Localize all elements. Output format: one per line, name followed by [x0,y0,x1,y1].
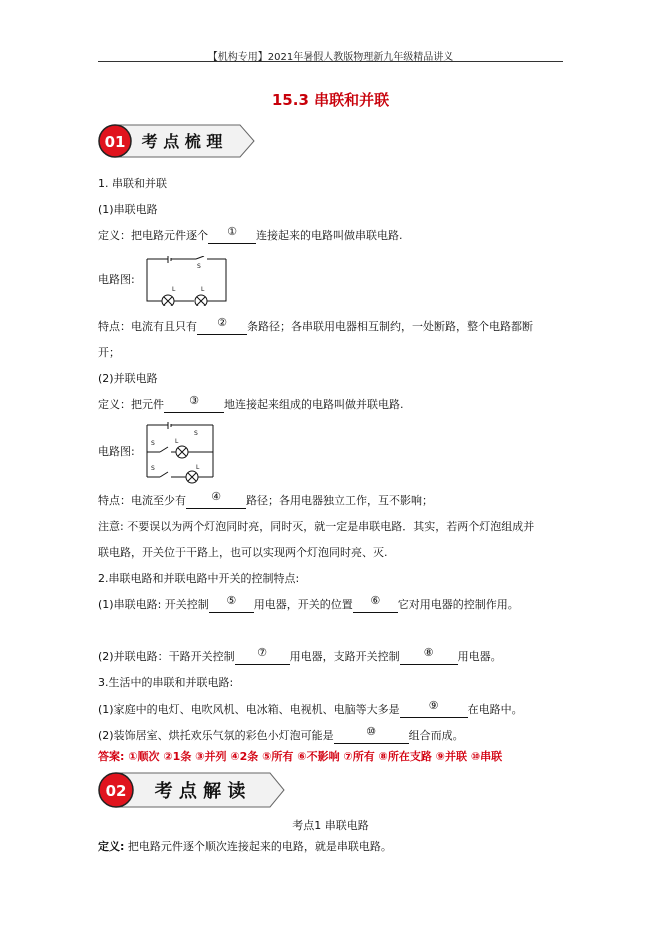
series-circuit-diagram [146,256,228,306]
blank-6: ⑥ [353,598,398,613]
definition-label: 定义: [98,840,125,853]
blank-2: ② [197,320,247,335]
text-segment: (2)装饰居室、烘托欢乐气氛的彩色小灯泡可能是 [98,729,334,742]
switch-label: S [151,465,155,472]
lamp-label: L [172,286,176,293]
text-segment: 路径；各用电器独立工作，互不影响； [246,494,433,507]
blank-1: ① [208,229,256,244]
banner-2-text: 考 点 解 读 [154,781,246,802]
banner-1-graphic [98,124,258,158]
text-segment: 定义：把元件 [98,398,164,411]
text-segment: 定义：把电路元件逐个 [98,229,208,242]
section-banner-1 [98,124,258,162]
text-segment: 特点：电流至少有 [98,494,186,507]
blank-4: ④ [186,494,246,509]
text-segment: 用电器。 [457,650,502,663]
page-header: 【机构专用】2021年暑假人教版物理新九年级精品讲义 [207,52,454,63]
text-line: 3.生活中的串联和并联电路: [98,676,234,689]
blank-9: ⑨ [400,703,468,718]
banner-2-graphic [98,772,288,808]
switch-label: S [194,430,198,437]
switch-label: S [151,440,155,447]
text-line: 开； [98,346,120,359]
blank-7: ⑦ [235,650,290,665]
blank-5: ⑤ [209,598,254,613]
text-segment: (2)并联电路：干路开关控制 [98,650,235,663]
answer-key: 答案: ①顺次 ②1条 ③并列 ④2条 ⑤所有 ⑥不影响 ⑦所有 ⑧所在支路 ⑨并联 ⑩串联 [98,750,503,763]
text-segment: 它对用电器的控制作用。 [397,598,519,611]
banner-2-number: 02 [105,782,127,800]
text-line: 电路图: [98,273,135,286]
text-line [98,646,502,665]
text-segment: 在电路中。 [467,703,523,716]
page-title: 15.3 串联和并联 [271,91,390,109]
text-line: 电路图: [98,445,135,458]
text-line: 联电路，开关位于干路上，也可以实现两个灯泡同时亮、灭. [98,546,388,559]
text-line [98,225,403,244]
text-segment: 地连接起来组成的电路叫做并联电路. [224,398,404,411]
text-line [98,699,523,718]
text-line: 注意: 不要误以为两个灯泡同时亮，同时灭，就一定是串联电路．其实，若两个灯泡组成并 [98,520,535,533]
switch-label: S [197,263,201,270]
text-line: 2.串联电路和并联电路中开关的控制特点: [98,572,300,585]
text-segment: 用电器，开关的位置 [253,598,353,611]
lamp-label: L [196,464,200,471]
blank-10: ⑩ [334,729,409,744]
text-segment: (1)串联电路: 开关控制 [98,598,209,611]
banner-1-text: 考 点 梳 理 [141,132,223,151]
text-line [98,394,404,413]
text-line: (2)并联电路 [98,372,158,385]
text-line: (1)串联电路 [98,203,158,216]
definition-line [98,840,392,854]
text-segment: 组合而成。 [408,729,464,742]
text-line [98,316,533,335]
blank-8: ⑧ [400,650,458,665]
section-banner-2 [98,772,288,812]
text-segment: 连接起来的电路叫做串联电路. [256,229,403,242]
text-segment: (1)家庭中的电灯、电吹风机、电冰箱、电视机、电脑等大多是 [98,703,400,716]
header-divider [98,61,563,62]
text-line: 1. 串联和并联 [98,177,167,190]
text-segment: 用电器，支路开关控制 [289,650,400,663]
banner-1-number: 01 [104,133,126,151]
subsection-title: 考点1 串联电路 [292,819,369,832]
lamp-label: L [175,438,179,445]
lamp-label: L [201,286,205,293]
text-segment: 条路径；各串联用电器相互制约，一处断路，整个电路都断 [247,320,533,333]
definition-text: 把电路元件逐个顺次连接起来的电路，就是串联电路。 [124,840,392,853]
text-line [98,490,433,509]
blank-3: ③ [164,398,224,413]
parallel-circuit-diagram [146,422,216,484]
text-segment: 特点：电流有且只有 [98,320,197,333]
text-line [98,725,464,744]
text-line [98,594,519,613]
